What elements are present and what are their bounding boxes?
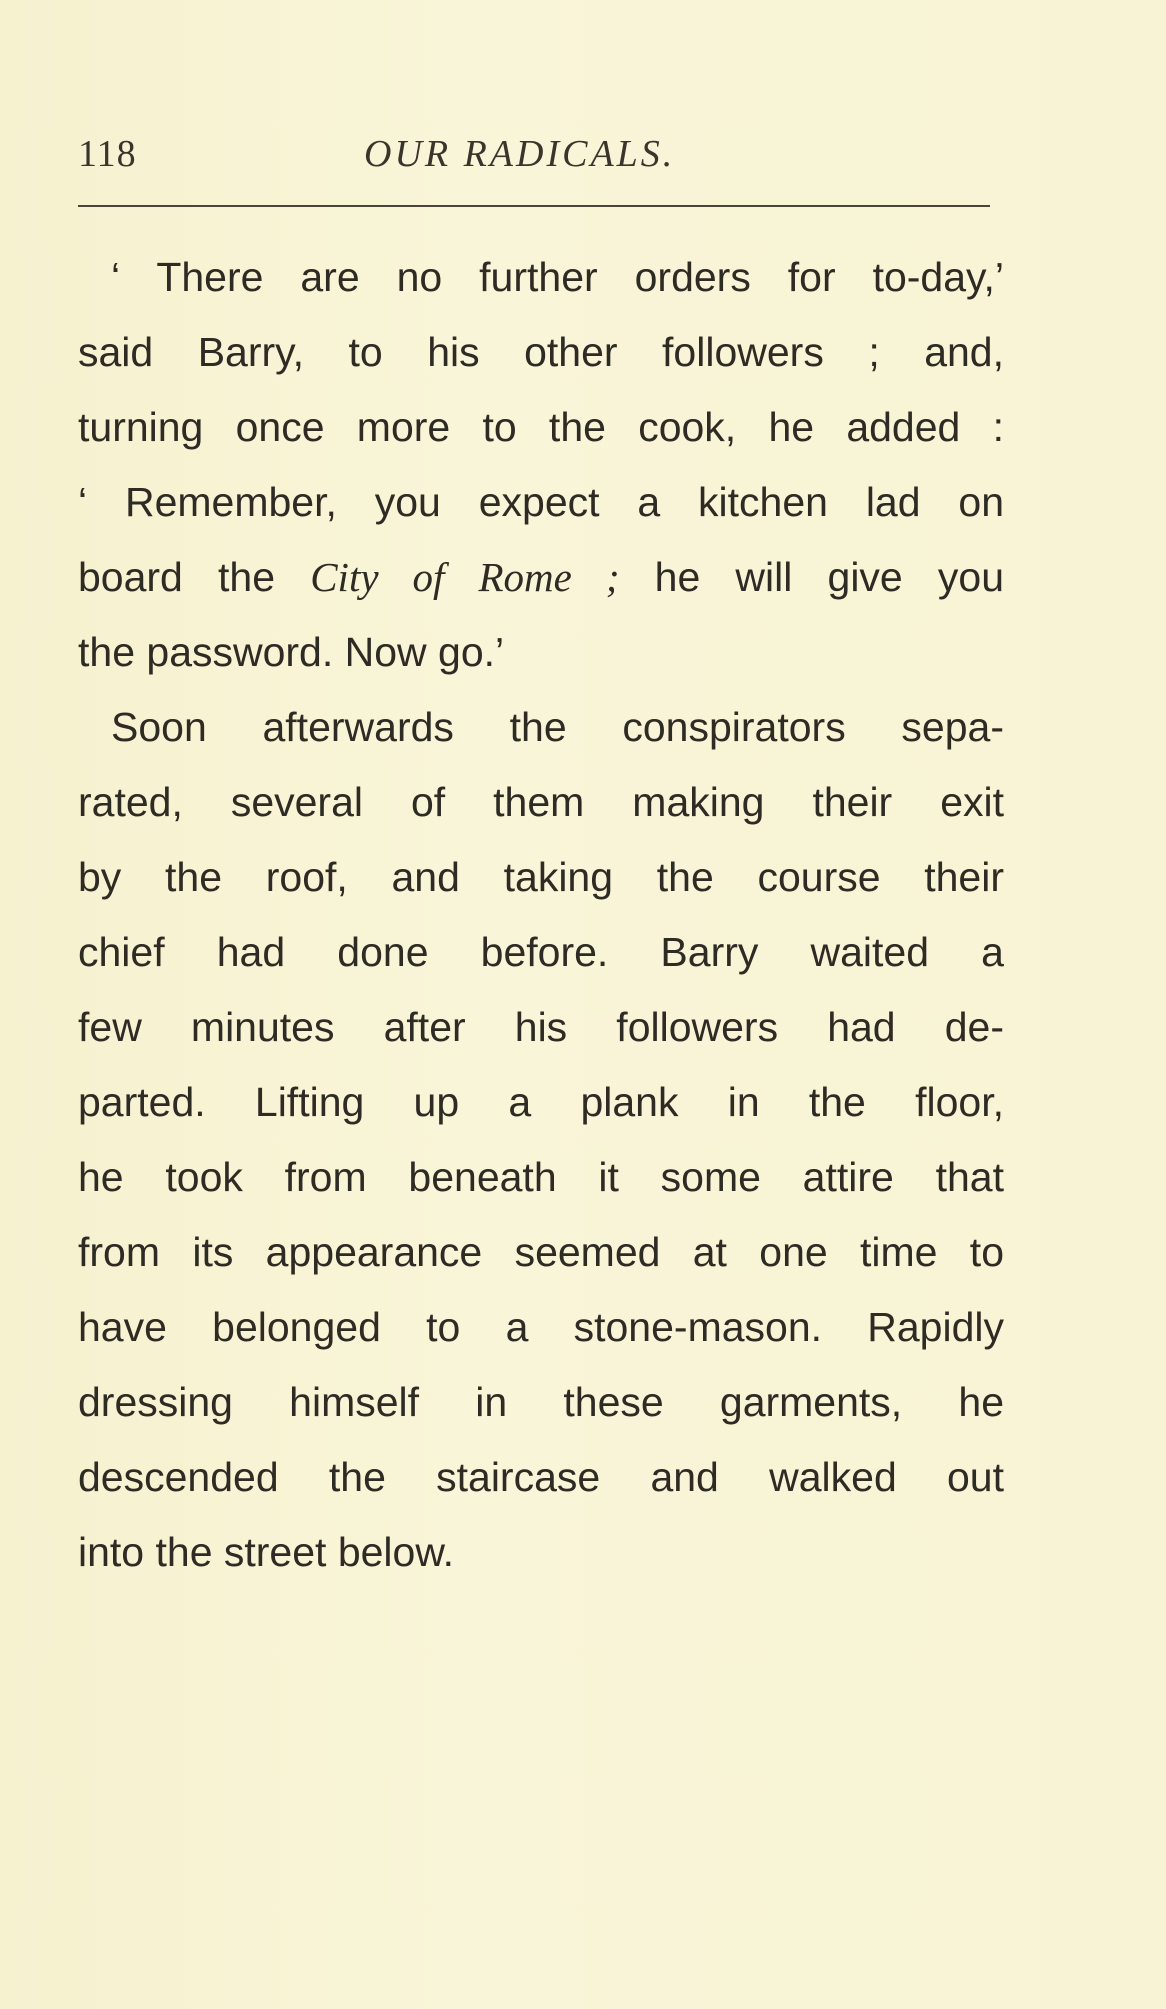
text-line: parted. Lifting up a plank in the floor,	[78, 1079, 1004, 1125]
text-line: by the roof, and taking the course their	[78, 854, 1004, 900]
text-line: from its appearance seemed at one time to	[78, 1229, 1004, 1275]
text-line: descended the staircase and walked out	[78, 1454, 1004, 1500]
ship-name-italic: City of Rome ;	[310, 554, 620, 600]
text-line: ‘ Remember, you expect a kitchen lad on	[78, 479, 1004, 525]
page-header	[78, 132, 990, 182]
text-line: rated, several of them making their exit	[78, 779, 1004, 825]
body-text	[78, 240, 1004, 1590]
text-line: few minutes after his followers had de-	[78, 1004, 1004, 1050]
running-head: OUR RADICALS.	[364, 133, 676, 175]
text-line: dressing himself in these garments, he	[78, 1379, 1004, 1425]
text-line: the password. Now go.’	[78, 629, 505, 675]
text-line: turning once more to the cook, he added :	[78, 404, 1004, 450]
text-line: he took from beneath it some attire that	[78, 1154, 1004, 1200]
text-line	[78, 540, 1004, 615]
header-rule	[78, 205, 990, 207]
text-line: have belonged to a stone-mason. Rapidly	[78, 1304, 1004, 1350]
text-line: ‘ There are no further orders for to-day,’	[111, 254, 1004, 300]
text-line: chief had done before. Barry waited a	[78, 929, 1004, 975]
page-number: 118	[78, 133, 137, 175]
text-line: Soon afterwards the conspirators sepa-	[111, 704, 1004, 750]
text-segment: board the	[78, 554, 276, 600]
text-line: into the street below.	[78, 1529, 455, 1575]
text-segment: he will give you	[654, 554, 1004, 600]
text-line: said Barry, to his other followers ; and,	[78, 329, 1004, 375]
